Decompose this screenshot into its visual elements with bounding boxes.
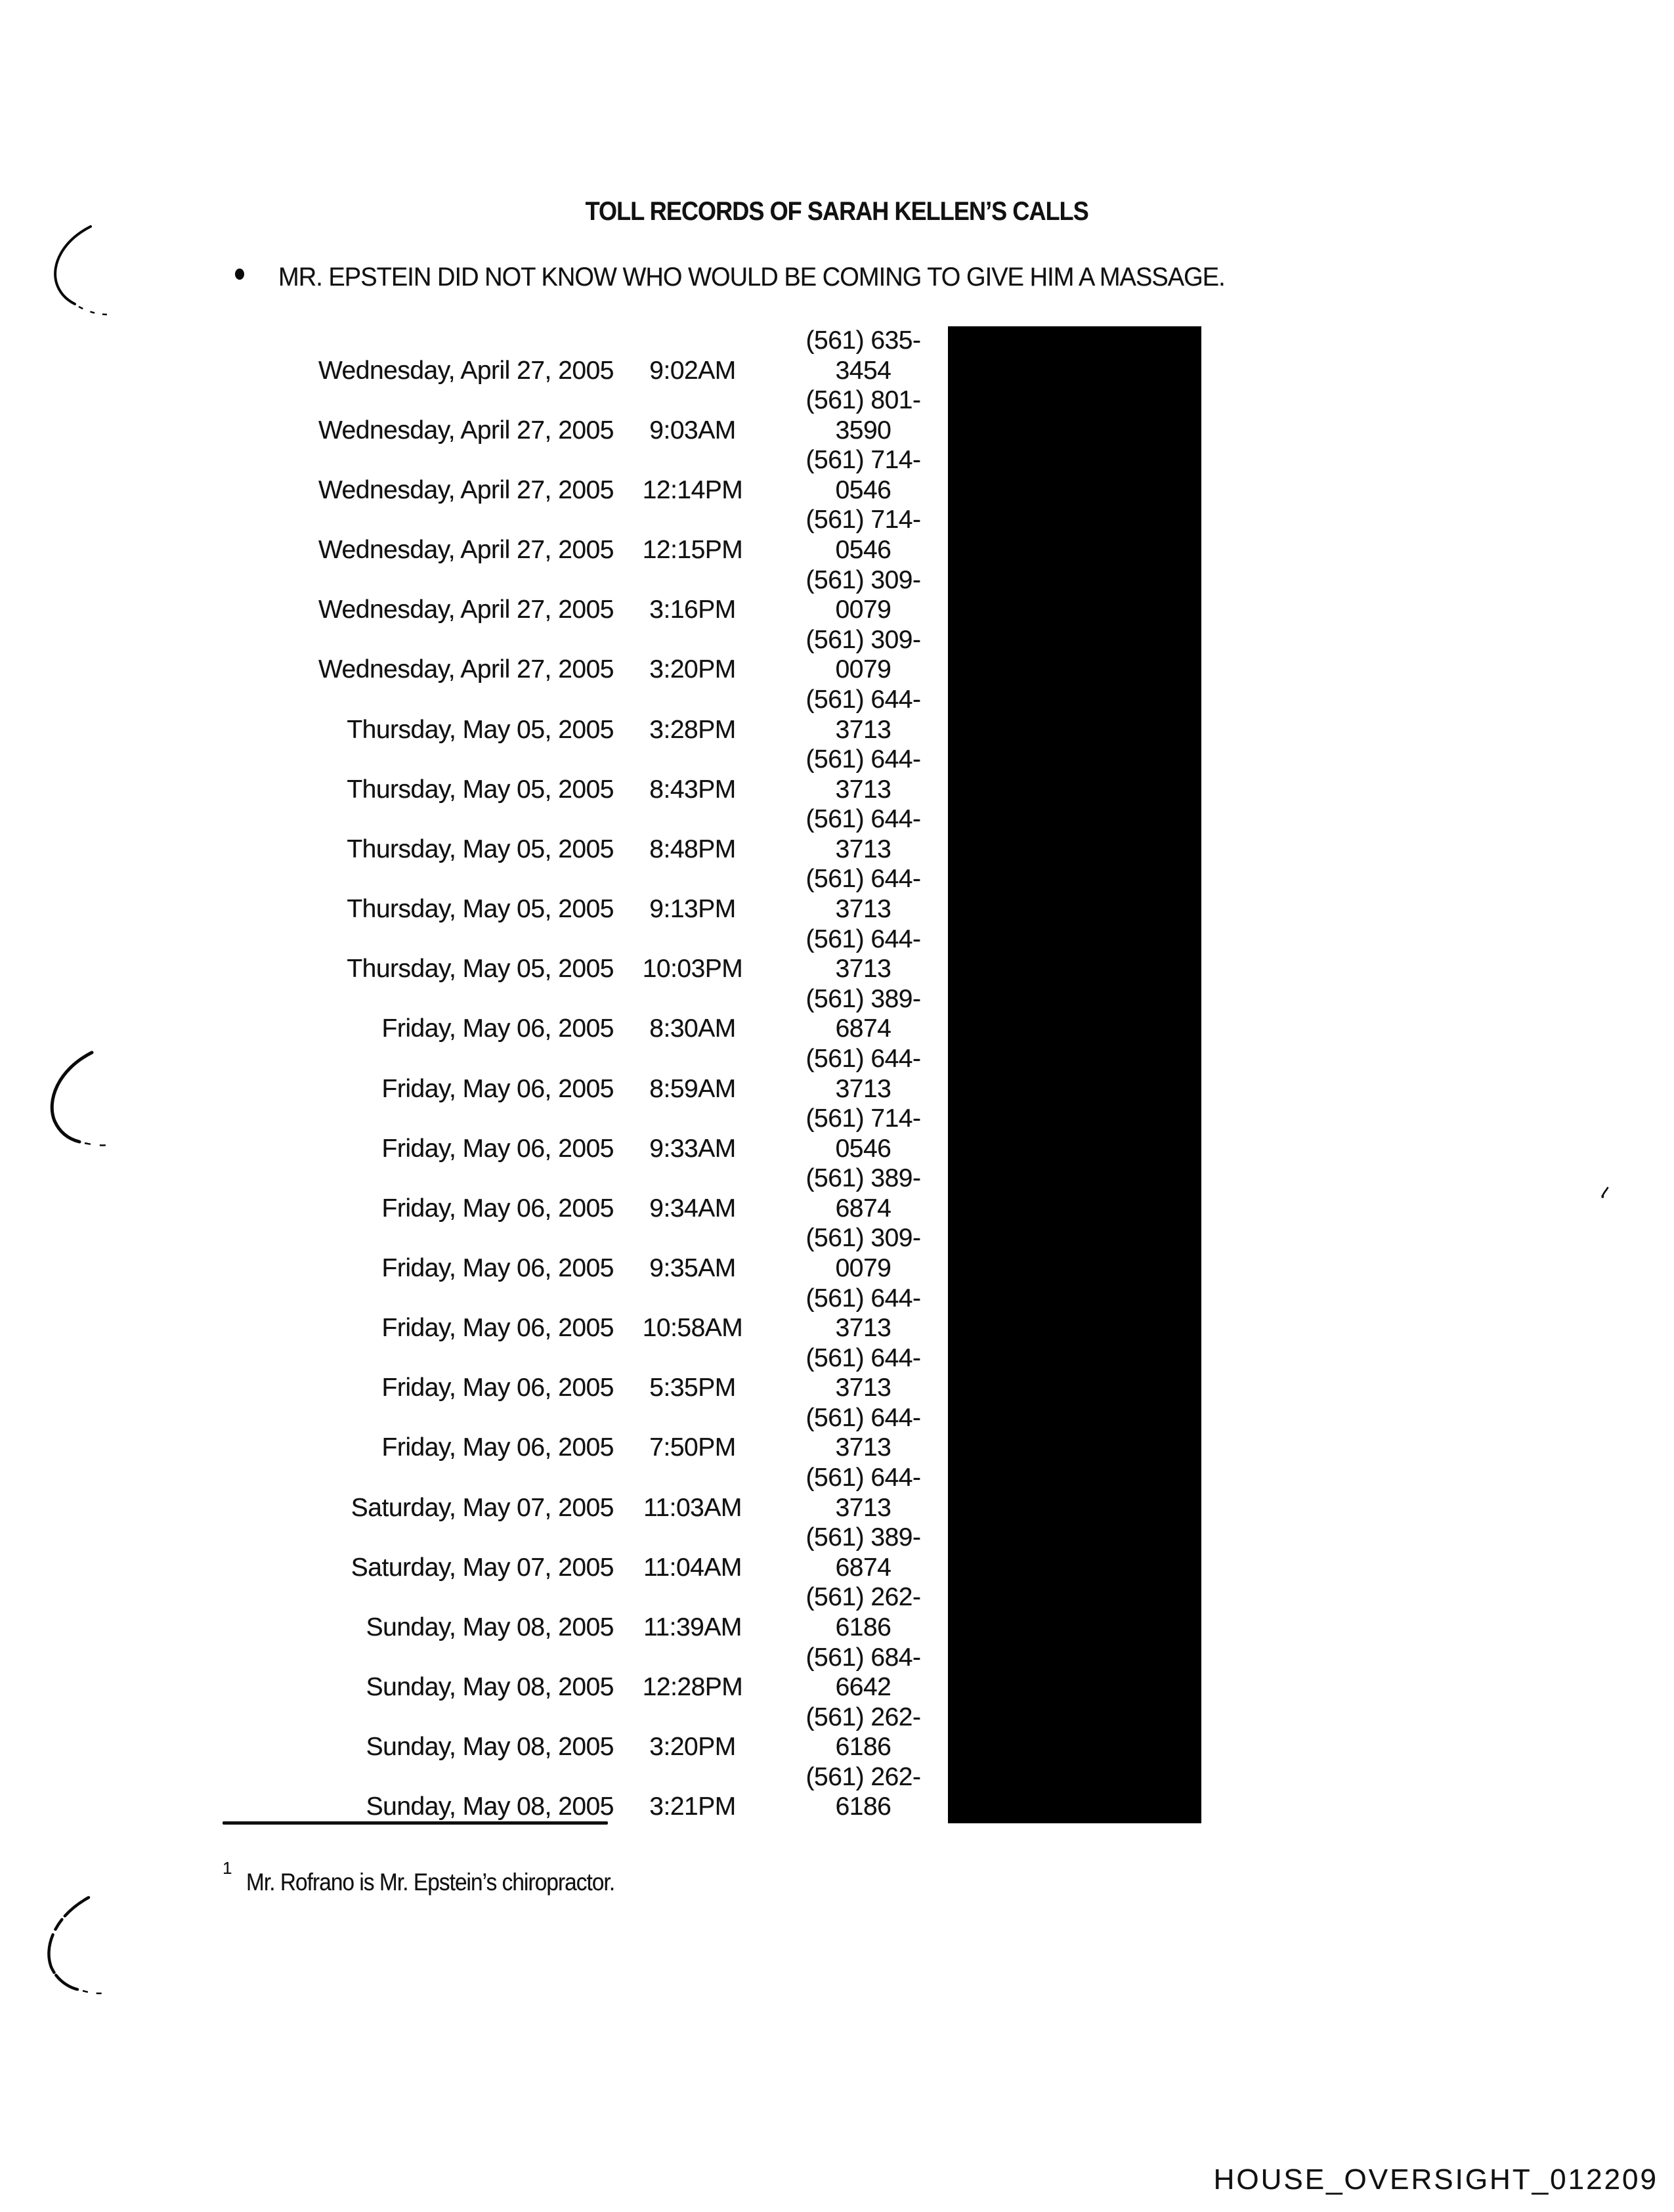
redaction-box (948, 326, 1201, 1823)
table-row (0, 685, 1674, 746)
record-phone-prefix: (561) 644- (805, 1403, 921, 1432)
record-phone-prefix: (561) 714- (805, 1104, 921, 1133)
record-date: Sunday, May 08, 2005 (366, 1733, 614, 1762)
record-date: Wednesday, April 27, 2005 (318, 536, 614, 565)
record-time: 11:39AM (643, 1613, 742, 1641)
table-row (0, 1284, 1674, 1345)
record-phone-suffix: 6186 (835, 1613, 891, 1641)
record-phone-suffix: 6642 (835, 1673, 891, 1702)
record-phone-prefix: (561) 262- (805, 1702, 921, 1731)
record-time: 7:50PM (649, 1433, 736, 1462)
record-phone-suffix: 6874 (835, 1194, 891, 1223)
table-row (0, 865, 1674, 925)
record-phone-prefix: (561) 801- (805, 386, 921, 415)
record-time: 9:33AM (649, 1134, 736, 1163)
table-row (0, 1583, 1674, 1643)
record-phone-prefix: (561) 389- (805, 984, 921, 1013)
record-date: Wednesday, April 27, 2005 (318, 655, 614, 684)
record-time: 8:30AM (649, 1014, 736, 1043)
record-phone-prefix: (561) 714- (805, 446, 921, 475)
record-phone-prefix: (561) 684- (805, 1643, 921, 1672)
table-row (0, 1164, 1674, 1225)
table-row (0, 1045, 1674, 1105)
record-time: 9:35AM (649, 1253, 736, 1282)
record-date: Thursday, May 05, 2005 (347, 895, 614, 924)
record-date: Friday, May 06, 2005 (381, 1374, 614, 1402)
table-row (0, 626, 1674, 686)
record-phone-suffix: 3713 (835, 775, 891, 804)
record-phone-suffix: 0546 (835, 536, 891, 565)
page-title-text: TOLL RECORDS OF SARAH KELLEN’S CALLS (585, 197, 1089, 226)
record-time: 11:04AM (643, 1553, 742, 1582)
record-phone-prefix: (561) 389- (805, 1164, 921, 1193)
bullet-text: MR. EPSTEIN DID NOT KNOW WHO WOULD BE COMING TO GIVE HIM A MASSAGE. (278, 263, 1225, 292)
record-phone-suffix: 3590 (835, 416, 891, 445)
record-time: 3:20PM (649, 1733, 736, 1762)
record-date: Friday, May 06, 2005 (381, 1074, 614, 1103)
record-date: Thursday, May 05, 2005 (347, 835, 614, 863)
record-phone-prefix: (561) 644- (805, 924, 921, 953)
record-time: 5:35PM (649, 1374, 736, 1402)
record-date: Thursday, May 05, 2005 (347, 775, 614, 804)
record-phone-prefix: (561) 309- (805, 1224, 921, 1253)
record-phone-suffix: 0079 (835, 655, 891, 684)
record-date: Friday, May 06, 2005 (381, 1433, 614, 1462)
record-phone-suffix: 3713 (835, 715, 891, 744)
record-time: 9:13PM (649, 895, 736, 924)
footnote-marker: 1 (223, 1858, 232, 1878)
record-time: 9:02AM (649, 356, 736, 385)
record-time: 10:03PM (642, 955, 743, 984)
record-date: Saturday, May 07, 2005 (351, 1553, 614, 1582)
record-time: 3:21PM (649, 1792, 736, 1821)
record-phone-prefix: (561) 644- (805, 805, 921, 834)
table-row (0, 925, 1674, 986)
record-date: Sunday, May 08, 2005 (366, 1673, 614, 1702)
table-row (0, 1523, 1674, 1584)
record-date: Wednesday, April 27, 2005 (318, 475, 614, 504)
record-phone-prefix: (561) 644- (805, 685, 921, 714)
table-row (0, 1224, 1674, 1284)
record-time: 3:28PM (649, 715, 736, 744)
record-phone-suffix: 0079 (835, 1253, 891, 1282)
record-phone-suffix: 0546 (835, 1134, 891, 1163)
record-time: 8:48PM (649, 835, 736, 863)
record-phone-suffix: 3713 (835, 1433, 891, 1462)
record-phone-suffix: 3713 (835, 1314, 891, 1343)
record-date: Thursday, May 05, 2005 (347, 955, 614, 984)
table-row (0, 1104, 1674, 1165)
record-phone-prefix: (561) 635- (805, 326, 921, 355)
record-phone-suffix: 6874 (835, 1014, 891, 1043)
table-row (0, 1464, 1674, 1524)
record-phone-prefix: (561) 644- (805, 865, 921, 894)
record-phone-prefix: (561) 262- (805, 1762, 921, 1791)
record-date: Sunday, May 08, 2005 (366, 1613, 614, 1641)
record-phone-prefix: (561) 644- (805, 1044, 921, 1073)
footnote-text: Mr. Rofrano is Mr. Epstein’s chiropractor. (246, 1869, 615, 1896)
record-phone-prefix: (561) 309- (805, 565, 921, 594)
record-date: Friday, May 06, 2005 (381, 1253, 614, 1282)
record-date: Friday, May 06, 2005 (381, 1314, 614, 1343)
table-row (0, 326, 1674, 387)
record-phone-prefix: (561) 714- (805, 506, 921, 534)
record-phone-prefix: (561) 644- (805, 1343, 921, 1372)
record-time: 9:03AM (649, 416, 736, 445)
record-phone-suffix: 6186 (835, 1733, 891, 1762)
table-row (0, 745, 1674, 806)
record-phone-suffix: 3454 (835, 356, 891, 385)
record-phone-prefix: (561) 262- (805, 1583, 921, 1612)
table-row (0, 1703, 1674, 1764)
table-row (0, 1763, 1674, 1823)
record-phone-suffix: 3713 (835, 895, 891, 924)
record-phone-suffix: 6874 (835, 1553, 891, 1582)
record-phone-suffix: 6186 (835, 1792, 891, 1821)
table-row (0, 386, 1674, 446)
record-phone-suffix: 0546 (835, 475, 891, 504)
footnote-separator-rule (223, 1821, 608, 1825)
table-row (0, 446, 1674, 506)
record-phone-suffix: 0079 (835, 596, 891, 624)
record-phone-suffix: 3713 (835, 1374, 891, 1402)
table-row (0, 506, 1674, 566)
record-time: 10:58AM (642, 1314, 743, 1343)
record-date: Thursday, May 05, 2005 (347, 715, 614, 744)
record-phone-suffix: 3713 (835, 835, 891, 863)
record-time: 12:28PM (642, 1673, 743, 1702)
table-row (0, 985, 1674, 1045)
record-date: Sunday, May 08, 2005 (366, 1792, 614, 1821)
record-time: 8:43PM (649, 775, 736, 804)
table-row (0, 1344, 1674, 1404)
record-date: Wednesday, April 27, 2005 (318, 596, 614, 624)
table-row (0, 566, 1674, 626)
record-date: Wednesday, April 27, 2005 (318, 356, 614, 385)
table-row (0, 805, 1674, 865)
record-date: Friday, May 06, 2005 (381, 1134, 614, 1163)
record-time: 8:59AM (649, 1074, 736, 1103)
record-phone-prefix: (561) 389- (805, 1523, 921, 1552)
document-id: HOUSE_OVERSIGHT_012209 (1213, 2163, 1658, 2196)
record-date: Friday, May 06, 2005 (381, 1014, 614, 1043)
record-time: 11:03AM (643, 1493, 742, 1522)
record-time: 12:14PM (642, 475, 743, 504)
record-time: 3:20PM (649, 655, 736, 684)
record-phone-prefix: (561) 644- (805, 1464, 921, 1492)
record-time: 9:34AM (649, 1194, 736, 1223)
table-row (0, 1643, 1674, 1704)
record-phone-prefix: (561) 644- (805, 1284, 921, 1312)
record-date: Saturday, May 07, 2005 (351, 1493, 614, 1522)
record-phone-suffix: 3713 (835, 955, 891, 984)
record-date: Friday, May 06, 2005 (381, 1194, 614, 1223)
record-phone-suffix: 3713 (835, 1493, 891, 1522)
table-row (0, 1404, 1674, 1464)
record-time: 12:15PM (642, 536, 743, 565)
record-phone-prefix: (561) 309- (805, 625, 921, 654)
record-time: 3:16PM (649, 596, 736, 624)
record-phone-prefix: (561) 644- (805, 745, 921, 774)
record-date: Wednesday, April 27, 2005 (318, 416, 614, 445)
record-phone-suffix: 3713 (835, 1074, 891, 1103)
